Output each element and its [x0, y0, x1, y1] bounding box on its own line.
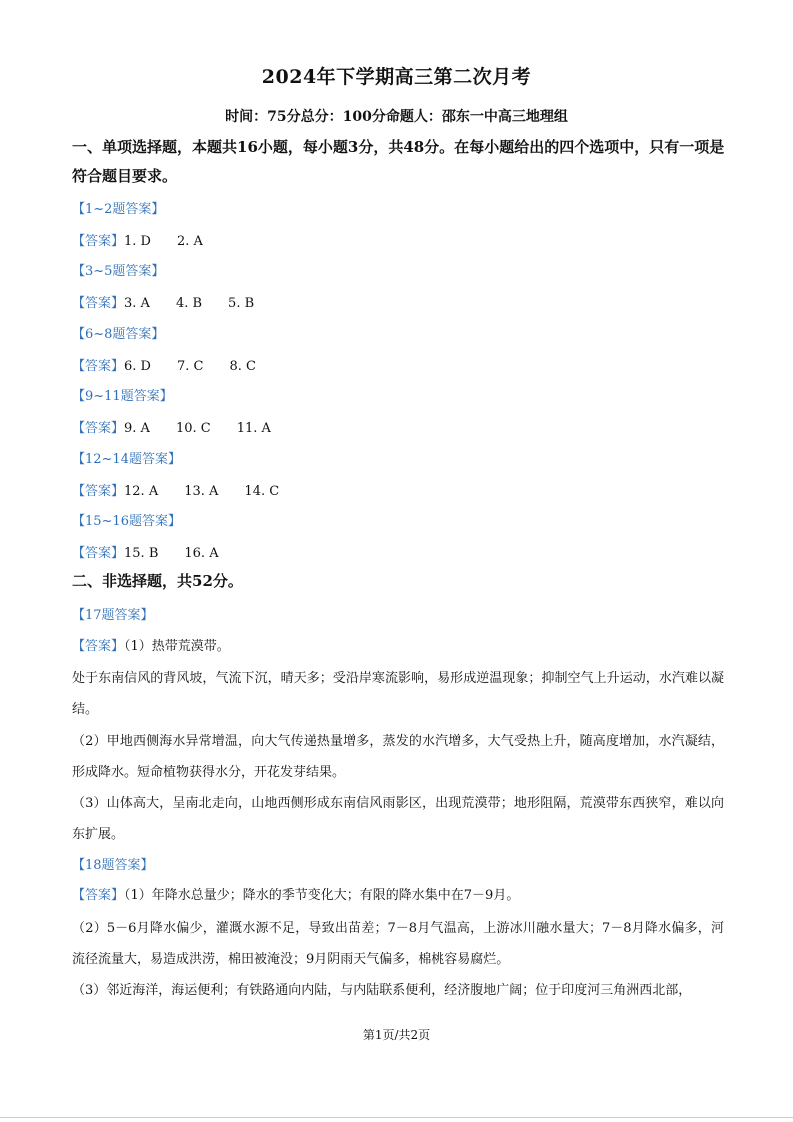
- answer-tag: 【答案】: [72, 888, 125, 903]
- answer-tag: 【答案】: [72, 296, 125, 311]
- exam-info: 时间：75分总分：100分命题人：邵东一中高三地理组: [225, 109, 568, 125]
- answer-item: 11. A: [236, 421, 271, 436]
- answer-group-label: 【15~16题答案】: [72, 514, 181, 529]
- answer-tag: 【答案】: [72, 546, 125, 561]
- answer-tag: 【答案】: [72, 639, 125, 654]
- page-bottom-divider: [0, 1117, 793, 1118]
- answer-item: 13. A: [184, 484, 219, 499]
- answer-line: [72, 294, 732, 314]
- answer-tag: 【答案】: [72, 234, 125, 249]
- answer-item: 4. B: [175, 296, 203, 311]
- answer-item: 3. A: [124, 296, 150, 311]
- answer-group-label: 【17题答案】: [72, 608, 154, 623]
- answer-paragraph: （3）山体高大，呈南北走向，山地西侧形成东南信风雨影区，出现荒漠带；地形阻隔，荒漠带东西狭窄，难以向东扩展。: [72, 796, 724, 842]
- answer-item: 5. B: [228, 296, 255, 311]
- answer-item: 1. D: [124, 234, 151, 249]
- answer-item: 10. C: [175, 421, 211, 436]
- answer-item: 15. B: [124, 546, 159, 561]
- answer-group-label: 【9~11题答案】: [72, 389, 173, 404]
- answer-paragraph: （3）邻近海洋，海运便利；有铁路通向内陆，与内陆联系便利，经济腹地广阔；位于印度河三角洲西北部，: [72, 983, 692, 998]
- section-2-heading: 二、非选择题，共52分。: [72, 572, 243, 590]
- answer-item: 9. A: [124, 421, 150, 436]
- answer-group-label: 【3~5题答案】: [72, 264, 165, 279]
- answer-line: [72, 544, 732, 564]
- answer-paragraph: （2）甲地西侧海水异常增温，向大气传递热量增多，蒸发的水汽增多，大气受热上升，随高度增加，水汽凝结，形成降水。短命植物获得水分，开花发芽结果。: [72, 734, 724, 780]
- answer-text: （1）年降水总量少；降水的季节变化大；有限的降水集中在7－9月。: [124, 888, 520, 903]
- answer-item: 6. D: [124, 359, 151, 374]
- answer-item: 8. C: [229, 359, 256, 374]
- answer-line: [72, 419, 732, 439]
- answer-item: 16. A: [184, 546, 219, 561]
- answer-text: （1）热带荒漠带。: [124, 639, 230, 654]
- section-1-heading: 一、单项选择题，本题共16小题，每小题3分，共48分。在每小题给出的四个选项中，只有一项是符合题目要求。: [72, 138, 725, 185]
- answer-line: [72, 357, 732, 377]
- answer-group-label: 【18题答案】: [72, 858, 154, 873]
- answer-line: [72, 886, 732, 906]
- answer-group-label: 【1~2题答案】: [72, 202, 165, 217]
- answer-item: 7. C: [176, 359, 204, 374]
- answer-tag: 【答案】: [72, 421, 125, 436]
- answer-tag: 【答案】: [72, 484, 125, 499]
- answer-item: 2. A: [176, 234, 203, 249]
- answer-group-label: 【6~8题答案】: [72, 327, 165, 342]
- answer-tag: 【答案】: [72, 359, 125, 374]
- answer-paragraph: （2）5－6月降水偏少，灌溉水源不足，导致出苗差；7－8月气温高，上游冰川融水量大；7－8月降水偏多，河流径流量大，易造成洪涝，棉田被淹没；9月阴雨天气偏多，棉桃容易腐烂。: [72, 921, 724, 967]
- answer-group-label: 【12~14题答案】: [72, 452, 181, 467]
- page-title: 2024年下学期高三第二次月考: [261, 66, 532, 88]
- answer-line: [72, 482, 732, 502]
- answer-item: 14. C: [244, 484, 280, 499]
- answer-item: 12. A: [124, 484, 159, 499]
- answer-line: [72, 637, 732, 657]
- answer-paragraph: 处于东南信风的背风坡，气流下沉，晴天多；受沿岸寒流影响，易形成逆温现象；抑制空气上升运动，水汽难以凝结。: [72, 671, 724, 717]
- page-number: 第1页/共2页: [362, 1028, 431, 1042]
- answer-line: [72, 232, 732, 252]
